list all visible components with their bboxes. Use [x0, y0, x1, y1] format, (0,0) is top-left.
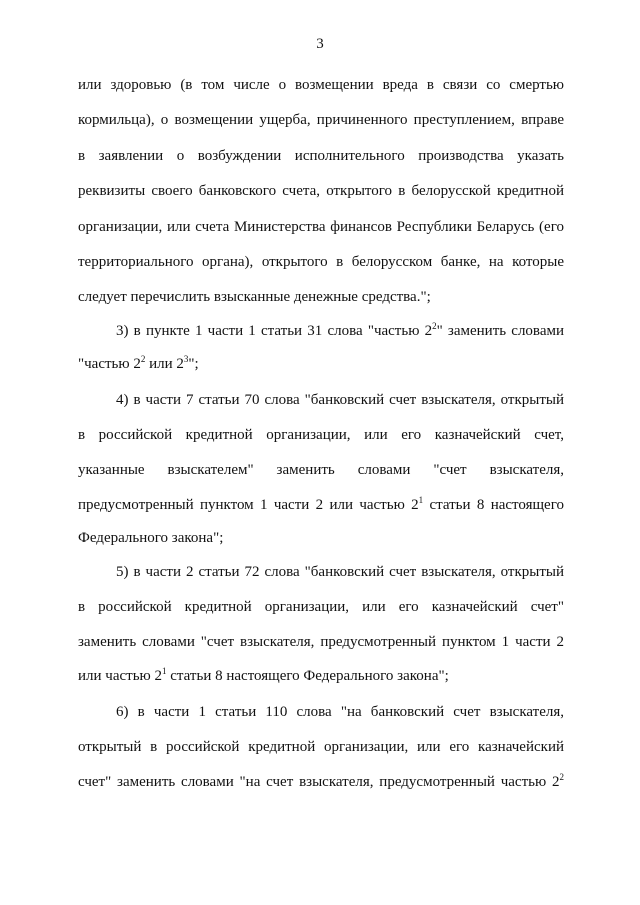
text-span: или 2	[145, 356, 184, 372]
text-span: "частью 2	[78, 356, 141, 372]
text-line: организации, или счета Министерства финансов Республики Беларусь (его	[78, 219, 564, 235]
text-line: указанные взыскателем" заменить словами "счет взыскателя,	[78, 462, 564, 478]
text-line	[116, 321, 564, 341]
superscript: 2	[559, 772, 564, 782]
superscript: 2	[140, 354, 146, 364]
superscript: 1	[162, 666, 167, 676]
text-line: 4) в части 7 статьи 70 слова "банковский счет взыскателя, открытый	[116, 392, 564, 408]
text-line: заменить словами "счет взыскателя, предусмотренный пунктом 1 части 2	[78, 634, 564, 650]
text-span: 3) в пункте 1 части 1 статьи 31 слова "частью 2	[116, 323, 433, 339]
text-line: в российской кредитной организации, или его казначейский счет,	[78, 427, 564, 443]
text-span: предусмотренный пунктом 1 части 2 или частью 2	[78, 497, 419, 513]
text-line: в российской кредитной организации, или его казначейский счет"	[78, 599, 564, 615]
text-span: статьи 8 настоящего	[423, 497, 564, 513]
text-line: кормильца), о возмещении ущерба, причиненного преступлением, вправе	[78, 112, 564, 128]
text-span: " заменить словами	[436, 323, 564, 339]
text-span: или частью 2	[78, 668, 163, 684]
superscript: 3	[183, 354, 189, 364]
superscript: 1	[418, 495, 424, 505]
text-line: 5) в части 2 статьи 72 слова "банковский счет взыскателя, открытый	[116, 564, 564, 580]
text-line	[78, 772, 564, 792]
text-line: или здоровью (в том числе о возмещении вреда в связи со смертью	[78, 77, 564, 93]
superscript: 2	[432, 321, 437, 331]
text-line: реквизиты своего банковского счета, открытого в белорусской кредитной	[78, 183, 564, 199]
text-line: в заявлении о возбуждении исполнительного производства указать	[78, 148, 564, 164]
text-line	[78, 495, 564, 515]
text-line: 6) в части 1 статьи 110 слова "на банковский счет взыскателя,	[116, 704, 564, 720]
page-number: 3	[316, 36, 324, 52]
text-line: территориального органа), открытого в белорусском банке, на которые	[78, 254, 564, 270]
text-line: следует перечислить взысканные денежные средства.";	[78, 289, 431, 305]
text-line	[78, 354, 564, 374]
text-line: открытый в российской кредитной организации, или его казначейский	[78, 739, 564, 755]
text-span: счет" заменить словами "на счет взыскателя, предусмотренный частью 2	[78, 774, 560, 790]
text-span: ";	[188, 356, 199, 372]
text-span: статьи 8 настоящего Федерального закона";	[166, 668, 449, 684]
text-line: Федерального закона";	[78, 530, 224, 546]
text-line	[78, 666, 564, 686]
